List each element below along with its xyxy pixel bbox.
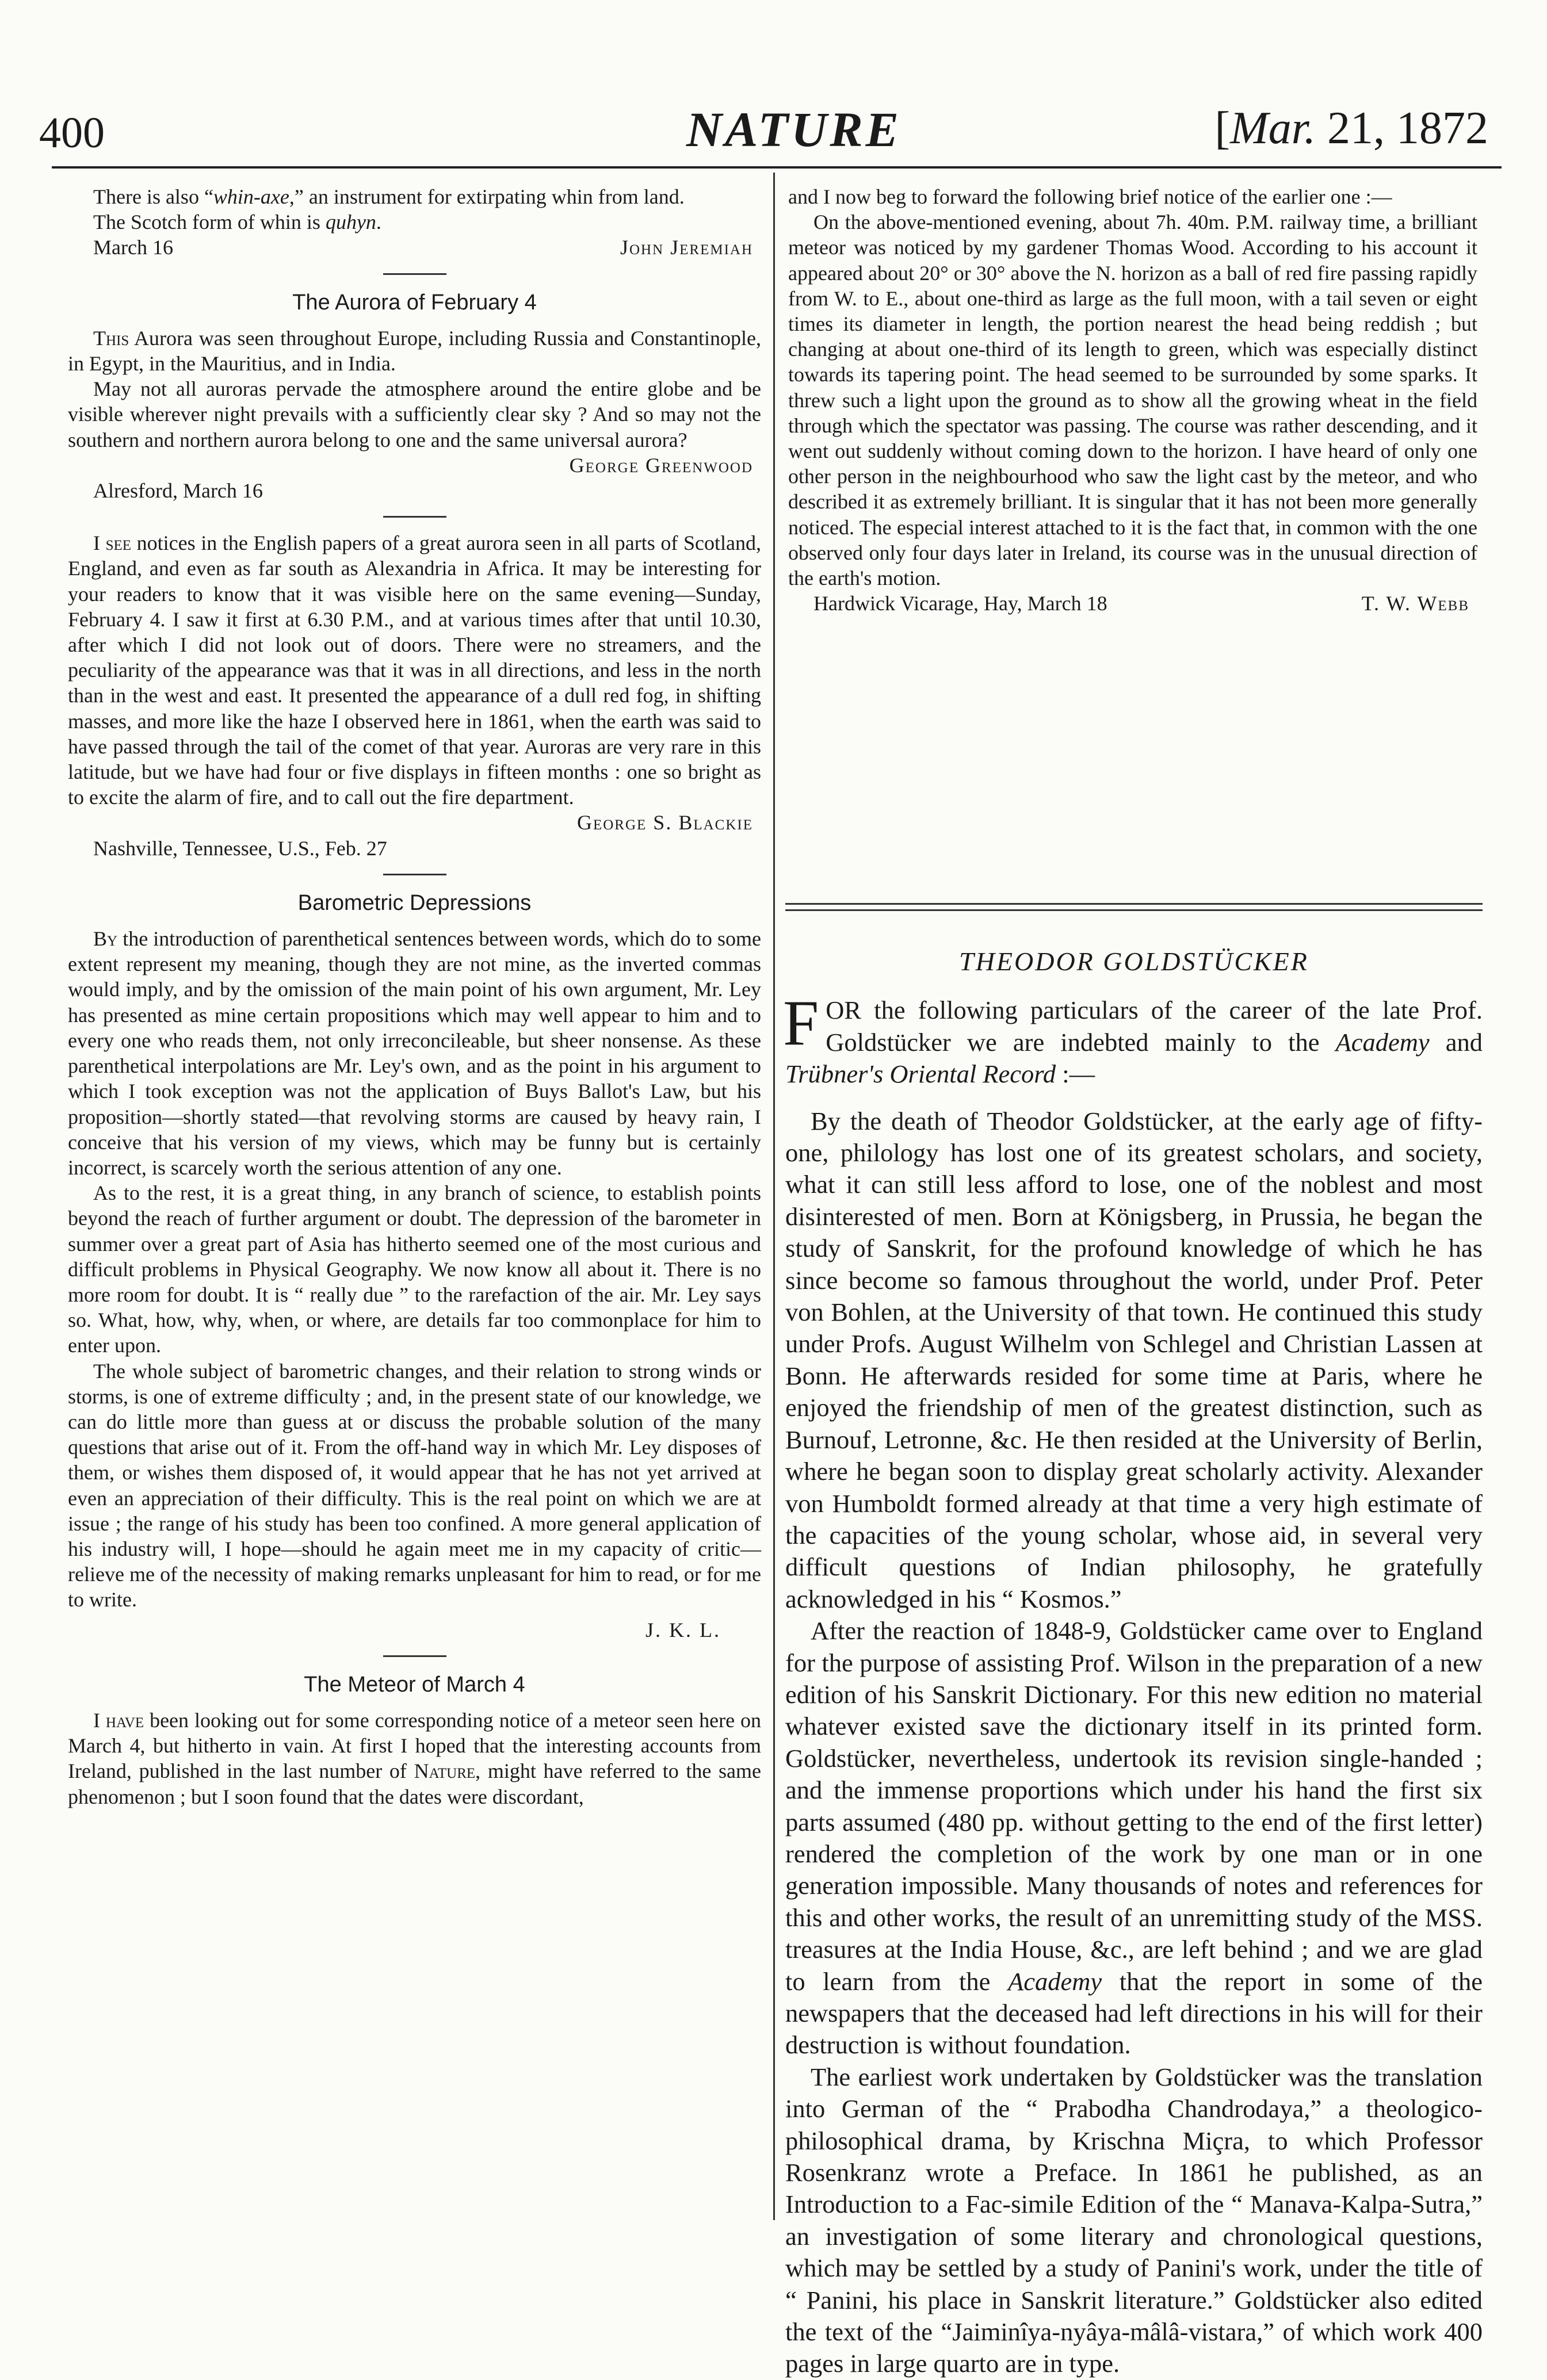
- paragraph: On the above-mentioned evening, about 7h. 40m. P.M. railway time, a brilliant meteor was noticed by my gardener Thomas Wood. According to his account it appeared about 20° or 30° above the N. horizon as a ball of red fire passing rapidly from W. to E., about one-third as large as the full moon, with a tail seven or eight times its diameter in length, the portion nearest the head being reddish ; but changing at about one-third of its length to green, which was especially distinct towards its tapering point. The head seemed to be surrounded by some sparks. It threw such a light upon the ground as to show all the growing wheat in the field through which the spectator was passing. The course was rather descending, and it went out suddenly without coming down to the horizon. I have heard of only one other person in the neighbourhood who saw the light cast by the meteor, and who described it as extremely brilliant. It is singular that it has not been more generally noticed. The especial interest attached to it is the fact that, in common with the one observed only four days later in Ireland, its course was in the unusual direction of the earth's motion.: [788, 211, 1477, 590]
- paragraph: As to the rest, it is a great thing, in any branch of science, to establish points beyond the reach of further argument or doubt. The depression of the barometer in summer over a great part of Asia has hitherto seemed one of the most curious and difficult problems in Physical Geography. We now know all about it. There is no more room for doubt. It is “ really due ” to the rarefaction of the air. Mr. Ley says so. What, how, why, when, or where, are details far too commonplace for him to enter upon.: [68, 1181, 761, 1357]
- section-rule: [383, 273, 446, 275]
- column-divider: [773, 173, 775, 2220]
- page-number: 400: [39, 109, 105, 157]
- header-rule: [52, 166, 1502, 169]
- article-intro: FOR the following particulars of the career of the late Prof. Goldstücker we are indebted mainly to the Academy and Trübner's Oriental Record :—: [783, 988, 1483, 1089]
- section-rule: [383, 516, 446, 518]
- letter-author: John Jeremiah: [620, 236, 753, 259]
- paragraph: There is also “whin-axe,” an instrument for extirpating whin from land.: [93, 185, 685, 208]
- letter-place: Nashville, Tennessee, U.S., Feb. 27: [93, 836, 387, 860]
- letter-barometric: [68, 890, 761, 1643]
- letter-author: George S. Blackie: [576, 811, 753, 835]
- section-rule: [383, 874, 446, 875]
- paragraph: After the reaction of 1848-9, Goldstücker came over to England for the purpose of assisting Prof. Wilson in the preparation of a new edition of his Sanskrit Dictionary. For this new edition no material whatever existed save the dictionary itself in its printed form. Goldstücker, nevertheless, undertook its revision single-handed ; and the immense proportions which under his hand the first six parts assumed (480 pp. without getting to the end of the first letter) rendered the completion of the work by one man or in one generation impossible. Many thousands of notes and references for this and other works, the result of an unremitting study of the MSS. treasures at the India House, &c., are left behind ; and we are glad to learn from the Academy that the report in some of the newspapers that the deceased had left directions in his will for their destruction is without foundation.: [785, 1616, 1483, 2060]
- article-title: THEODOR GOLDSTÜCKER: [959, 947, 1309, 976]
- paragraph: This Aurora was seen throughout Europe, including Russia and Constantinople, in Egypt, in the Mauritius, and in India.: [68, 326, 761, 376]
- date-bracket: [: [1214, 103, 1231, 154]
- letter-place: Hardwick Vicarage, Hay, March 18: [813, 592, 1107, 615]
- spacer: [785, 1090, 1483, 1105]
- date-month: Mar.: [1230, 103, 1316, 154]
- dateline: [788, 591, 1477, 616]
- letter-meteor: [68, 1672, 761, 1809]
- issue-date: [1214, 102, 1488, 155]
- letter-aurora: [68, 290, 761, 504]
- paragraph: I have been looking out for some corresponding notice of a meteor seen here on March 4, but hitherto in vain. At first I hoped that the interesting accounts from Ireland, published in the last number of Nature, might have referred to the same phenomenon ; but I soon found that the dates were discordant,: [68, 1708, 762, 1808]
- goldstucker-article: [785, 903, 1483, 2380]
- letter-author: J. K. L.: [645, 1618, 721, 1641]
- left-column: [68, 184, 761, 1809]
- paragraph: The whole subject of barometric changes, and their relation to strong winds or storms, is one of extreme difficulty ; and, in the present state of our knowledge, we can do little more than guess at or discuss the probable solution of the many questions that arise out of it. From the off-hand way in which Mr. Ley disposes of them, or wishes them disposed of, it would appear that he has not yet arrived at even an appreciation of their difficulty. This is the real point on which we are at issue ; the range of his study has been too confined. A more general application of his industry will, I hope—should he again meet me in my capacity of critic—relieve me of the necessity of making remarks unpleasant for him to read, or for me to write.: [68, 1359, 761, 1612]
- paragraph: I see notices in the English papers of a great aurora seen in all parts of Scotland, England, and even as far south as Alexandria in Africa. It may be interesting for your readers to know that it was visible here on the same evening—Sunday, February 4. I saw it first at 6.30 P.M., and at various times after that until 10.30, after which I did not look out of doors. There were no streamers, and the peculiarity of the appearance was that it was in all directions, and less in the north than in the west and east. It presented the appearance of a dull red fog, in shifting masses, and more like the haze I observed here in 1861, when the earth was said to have passed through the tail of the comet of that year. Auroras are very rare in this latitude, but we have had four or five displays in fifteen months : one so bright as to excite the alarm of fire, and to call out the fire department.: [68, 531, 761, 809]
- paragraph-continued: and I now beg to forward the following brief notice of the earlier one :—: [788, 185, 1392, 208]
- section-title: The Meteor of March 4: [304, 1672, 525, 1697]
- paragraph: The earliest work undertaken by Goldstücker was the translation into German of the “ Prabodha Chandrodaya,” a theologico-philosophical drama, by Krischna Miçra, to which Professor Rosenkranz wrote a Preface. In 1861 he published, as an Introduction to a Fac-simile Edition of the “ Manava-Kalpa-Sutra,” an investigation of some literary and chronological questions, which may be settled by a study of Panini's work, under the title of “ Panini, his place in Sanskrit literature.” Goldstücker also edited the text of the “Jaiminîya-nyâya-mâlâ-vistara,” of which work 400 pages in large quarto are in type.: [785, 2062, 1483, 2378]
- section-title: The Aurora of February 4: [292, 290, 537, 315]
- letter-aurora-nashville: [68, 530, 761, 861]
- letter-place: Alresford, March 16: [93, 479, 263, 503]
- letter-date: March 16: [93, 236, 173, 259]
- section-title: Barometric Depressions: [297, 890, 532, 915]
- journal-title: NATURE: [686, 102, 902, 157]
- drop-cap: F: [783, 988, 819, 1059]
- article-double-rule: [785, 903, 1483, 911]
- paragraph: The Scotch form of whin is quhyn.: [93, 211, 381, 234]
- right-column-top: [788, 184, 1477, 616]
- section-rule: [383, 1655, 446, 1657]
- letter-author: George Greenwood: [569, 453, 753, 477]
- paragraph: May not all auroras pervade the atmosphere around the entire globe and be visible wherever night prevails with a sufficiently clear sky ? And so may not the southern and northern aurora belong to one and the same universal aurora?: [68, 377, 761, 451]
- letter-whin: [68, 184, 761, 261]
- paragraph: By the introduction of parenthetical sentences between words, which do to some extent represent my meaning, though they are not mine, as the inverted commas would imply, and by the omission of the main point of his own argument, Mr. Ley has presented as mine certain propositions which may well appear to him and to every one who reads them, not only irreconcileable, but sheer nonsense. As these parenthetical interpolations are Mr. Ley's own, and as the point in his argument to which I took exception was not the application of Buys Ballot's Law, but his proposition—shortly stated—that revolving storms are caused by heavy rain, I conceive that his version of my views, which may be funny but is certainly incorrect, is scarcely worth the serious attention of any one.: [68, 927, 761, 1179]
- paragraph: By the death of Theodor Goldstücker, at the early age of fifty-one, philology has lost one of its greatest scholars, and society, what it can still less afford to lose, one of the noblest and most disinterested of men. Born at Königsberg, in Prussia, he began the study of Sanskrit, for the profound knowledge of which he has since become so famous throughout the world, under Prof. Peter von Bohlen, at the University of that town. He continued this study under Profs. August Wilhelm von Schlegel and Christian Lassen at Bonn. He afterwards resided for some time at Paris, where he enjoyed the friendship of men of the greatest distinction, such as Burnouf, Letronne, &c. He then resided at the University of Berlin, where he began soon to display great scholarly activity. Alexander von Humboldt formed already at that time a very high estimate of the capacities of the young scholar, whose aid, in several very difficult questions of Indian philosophy, he gratefully acknowledged in his “ Kosmos.”: [785, 1106, 1483, 1613]
- letter-author: T. W. Webb: [1361, 592, 1469, 615]
- dateline: [68, 235, 761, 260]
- date-day-year: 21, 1872: [1316, 103, 1488, 154]
